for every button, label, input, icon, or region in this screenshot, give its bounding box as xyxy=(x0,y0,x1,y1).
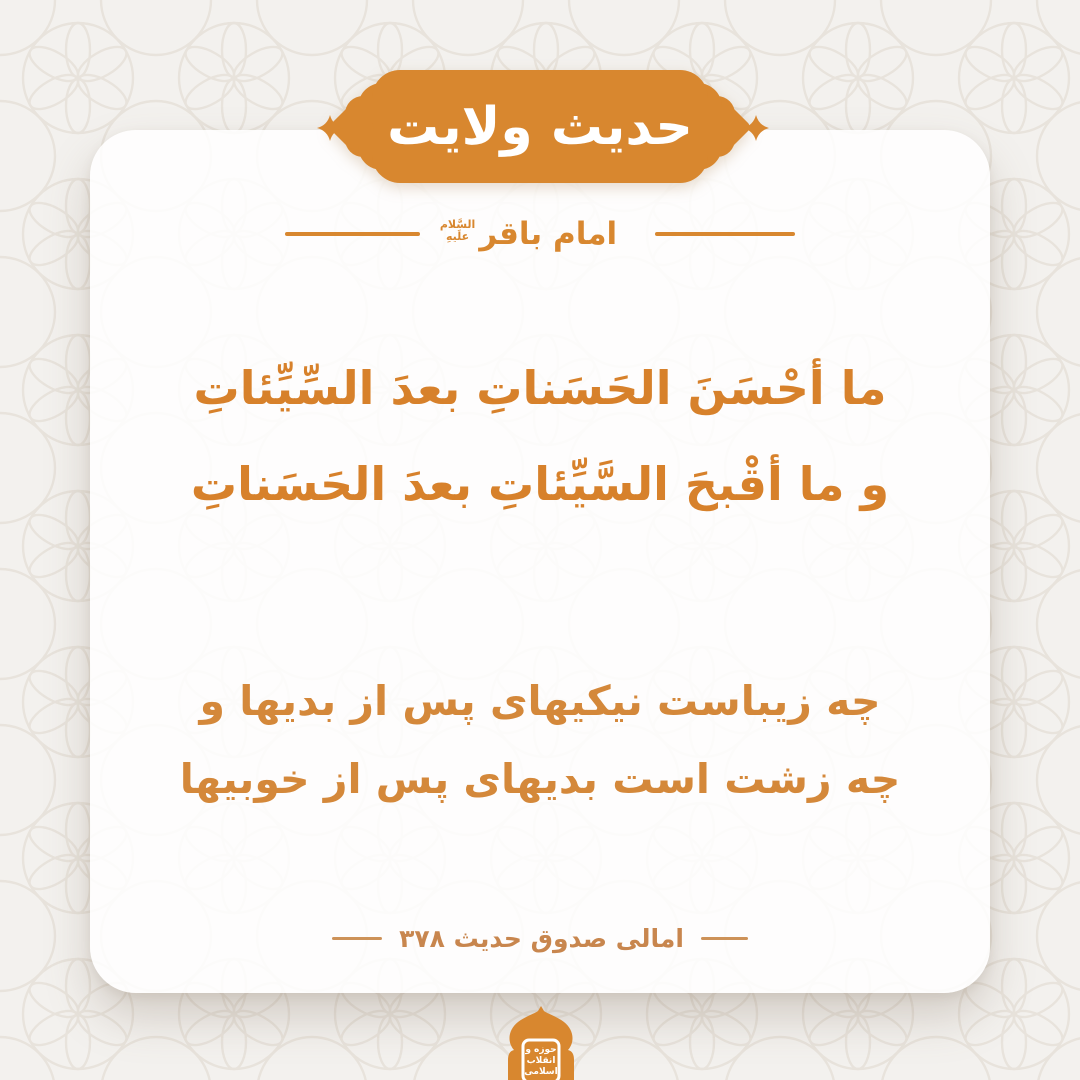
citation-text: امالی صدوق حدیث ۳۷۸ xyxy=(399,923,684,953)
honorific-bottom: علَیهِ xyxy=(445,230,470,243)
logo-text-line-1: حوزه و xyxy=(525,1045,557,1055)
attribution-row xyxy=(90,206,990,262)
mosque-dome-logo-icon xyxy=(501,1006,581,1080)
hadith-arabic-line-2: و ما أقْبحَ السَّيِّئاتِ بعدَ الحَسَناتِ xyxy=(190,457,890,511)
divider-line-left xyxy=(285,232,420,236)
hadith-arabic-line-1: ما أحْسَنَ الحَسَناتِ بعدَ السِّيِّئاتِ xyxy=(193,361,887,415)
attribution-name: امام باقر xyxy=(479,216,618,252)
citation-dash-right xyxy=(701,937,748,940)
badge-title: حدیث ولایت xyxy=(387,96,693,157)
divider-line-right xyxy=(655,232,795,236)
four-pointed-star-icon xyxy=(743,113,769,143)
citation-row xyxy=(90,916,990,960)
logo-text-line-2: انقلاب xyxy=(526,1056,556,1066)
honorific-top: السَّلام xyxy=(439,218,476,231)
header-badge xyxy=(345,70,735,183)
persian-translation-line-2: چه زشت است بدیهای پس از خوبیها xyxy=(179,755,901,803)
citation-dash-left xyxy=(332,937,382,940)
logo-text-line-3: اسلامی xyxy=(524,1067,558,1077)
four-pointed-star-icon xyxy=(317,113,343,143)
honorific-inscription xyxy=(440,219,476,243)
persian-translation-line-1: چه زیباست نیکیهای پس از بدیها و xyxy=(199,677,881,725)
